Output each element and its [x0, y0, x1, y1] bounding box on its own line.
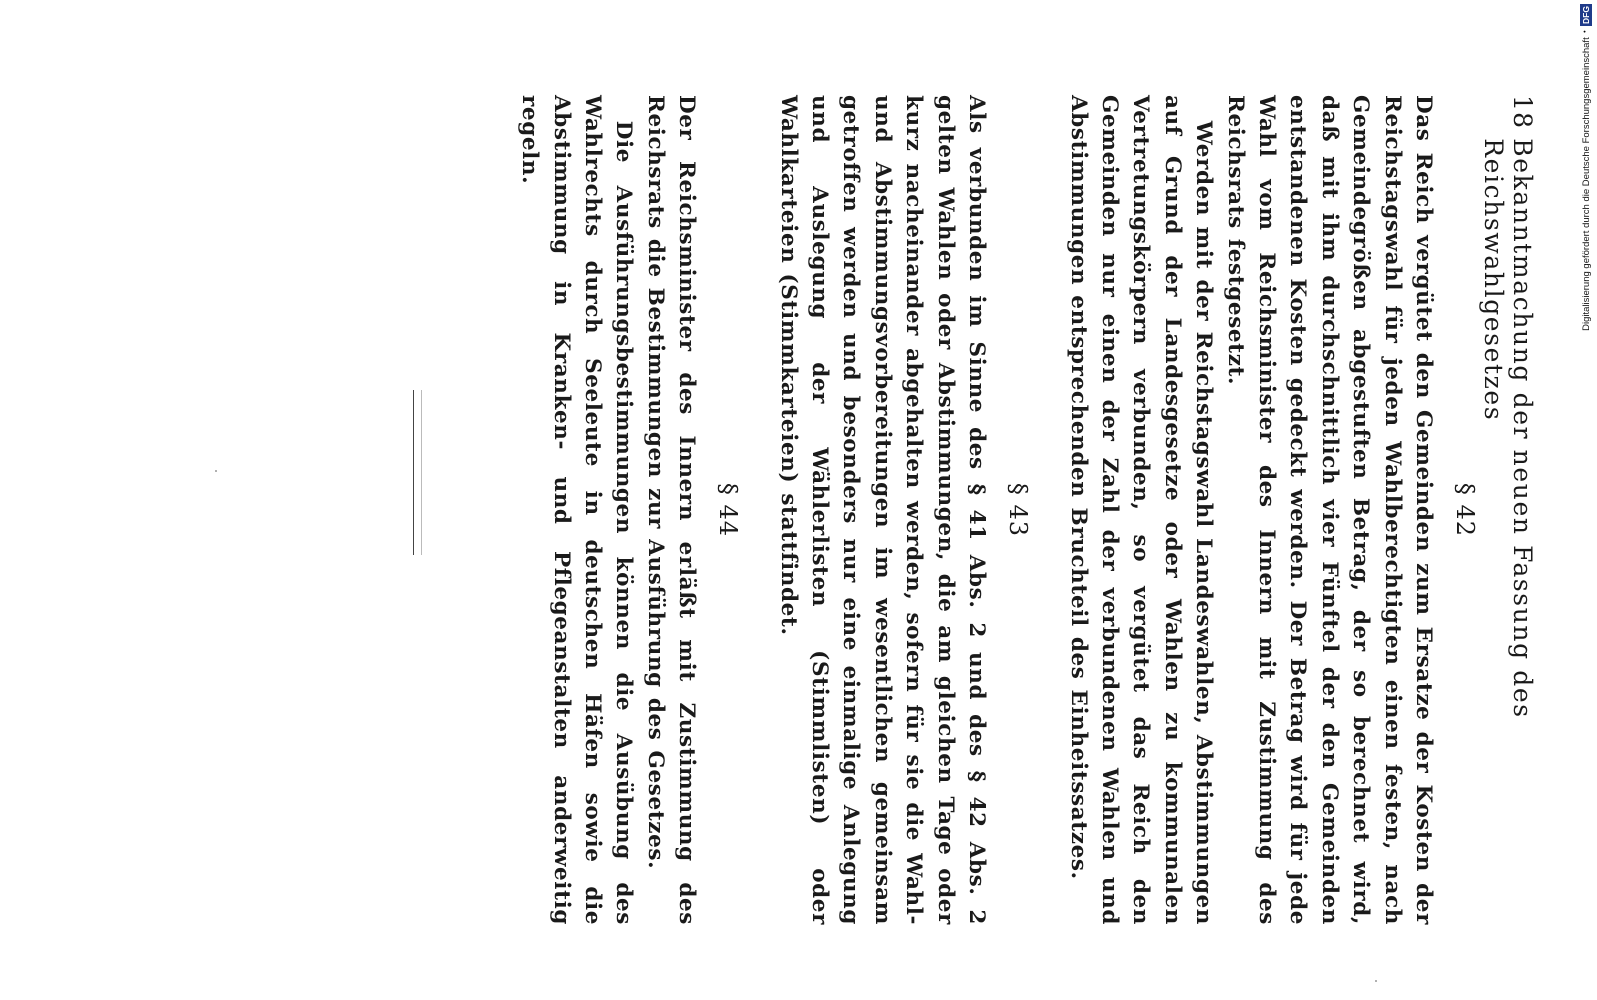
paragraph: Die Ausführungsbestimmungen können die Ausübung des Wahlrechts durch Seeleute in deutschen Häfen sowie die Abstimmung in Kranken- und Pflegeanstalten anderweitig regeln. [517, 95, 637, 925]
page-text-block [488, 95, 1537, 925]
section-44 [514, 95, 746, 925]
digitization-credit [1579, 4, 1593, 389]
scan-speck [215, 470, 217, 472]
scan-speck [1375, 980, 1377, 982]
paragraph: Als verbunden im Sinne des § 41 Abs. 2 und des § 42 Abs. 2 gelten Wahlen oder Abstimmungen, die am gleichen Tage oder kurz nacheinander abgehalten werden, sofern für sie die Wahl- und Abstimmungsvorbereitungen im wesentlichen gemeinsam getroffen werden und besonders nur eine einmalige Anlegung und Auslegung der Wählerlisten (Stimmlisten) oder Wahlkarteien (Stimmkarteien) stattfindet. [775, 95, 990, 925]
closing-rule [413, 390, 414, 555]
paragraph: Der Reichsminister des Innern erläßt mit Zustimmung des Reichsrats die Bestimmungen zur Ausführung des Gesetzes. [642, 95, 700, 925]
running-head-title: Bekanntmachung der neuen Fassung des Reichswahlgesetzes [1479, 138, 1537, 719]
section-heading: § 44 [714, 482, 743, 538]
section-42 [1062, 95, 1483, 925]
closing-rule-faint [421, 390, 422, 555]
dfg-logo-icon: DFG [1581, 6, 1591, 24]
section-heading: § 42 [1451, 482, 1479, 538]
credit-text: Digitalisierung gefördert durch die Deutsche Forschungsgemeinschaft [1580, 37, 1592, 331]
section-43 [772, 95, 1036, 925]
running-head [1479, 95, 1537, 925]
paragraph: Das Reich vergütet den Gemeinden zum Ersatze der Kosten der Reichstagswahl für jeden Wahlberechtigten einen festen, nach Gemeindegrößen abgestuften Betrag, der so berechnet wird, daß mit ihm durchschnittlich vier Fünftel der den Gemeinden entstandenen Kosten gedeckt werden. Der Betrag wird für jede Wahl vom Reichsminister des Innern mit Zustimmung des Reichsrats festgesetzt. [1222, 95, 1436, 925]
section-heading: § 43 [1004, 482, 1033, 538]
page-number: 18 [1508, 95, 1537, 130]
credit-separator: · [1577, 28, 1594, 35]
paragraph: Werden mit der Reichstagswahl Landeswahlen, Abstimmungen auf Grund der Landesgesetze oder Wahlen zu kommunalen Vertretungskörpern verbunden, so vergütet das Reich den Gemeinden nur einen der Zahl der verbundenen Wahlen und Abstimmungen entsprechenden Bruchteil des Einheitssatzes. [1065, 95, 1217, 925]
